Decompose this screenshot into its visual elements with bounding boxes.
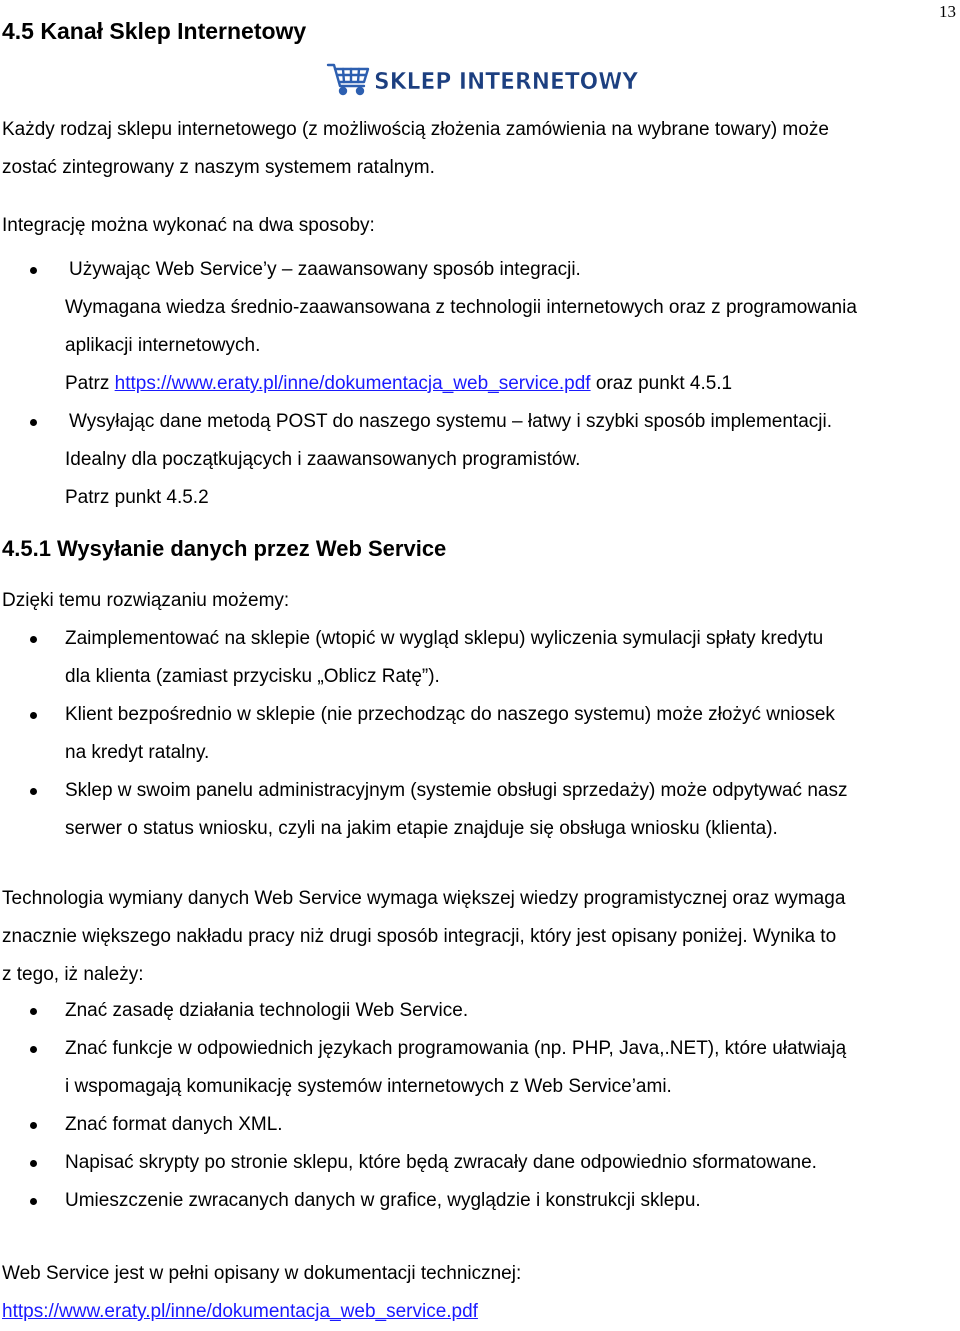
docs-paragraph bbox=[2, 1255, 521, 1331]
requirement-line: Znać funkcje w odpowiednich językach programowania (np. PHP, Java,.NET), które ułatwiają bbox=[65, 1038, 847, 1059]
intro-paragraph bbox=[2, 111, 829, 187]
see-prefix: Patrz bbox=[65, 373, 115, 394]
benefit-line: Sklep w swoim panelu administracyjnym (systemie obsługi sprzedaży) może odpytywać nasz bbox=[65, 780, 848, 801]
bullet-icon bbox=[30, 419, 37, 426]
requirement-line: Znać format danych XML. bbox=[65, 1114, 283, 1135]
benefit-line: serwer o status wniosku, czyli na jakim etapie znajduje się obsługa wniosku (klienta). bbox=[65, 818, 778, 839]
intro-line: Każdy rodzaj sklepu internetowego (z możliwością złożenia zamówienia na wybrane towary) może bbox=[2, 119, 829, 140]
method2-line: Wysyłając dane metodą POST do naszego systemu – łatwy i szybki sposób implementacji. bbox=[69, 411, 832, 432]
technology-line: z tego, iż należy: bbox=[2, 964, 144, 985]
requirement-line: i wspomagają komunikację systemów internetowych z Web Service’ami. bbox=[65, 1076, 672, 1097]
shopping-cart-icon bbox=[328, 65, 368, 94]
bullet-icon bbox=[30, 712, 37, 719]
docs-line: Web Service jest w pełni opisany w dokumentacji technicznej: bbox=[2, 1263, 522, 1284]
bullet-icon bbox=[30, 267, 37, 274]
bullet-icon bbox=[30, 636, 37, 643]
method2-line: Patrz punkt 4.5.2 bbox=[65, 487, 209, 508]
subsection-title: 4.5.1 Wysyłanie danych przez Web Service bbox=[2, 536, 447, 561]
benefit-line: na kredyt ratalny. bbox=[65, 742, 210, 763]
benefit-line: dla klienta (zamiast przycisku „Oblicz Ratę”). bbox=[65, 666, 440, 687]
method2-line: Idealny dla początkujących i zaawansowanych programistów. bbox=[65, 449, 581, 470]
benefit-line: Klient bezpośrednio w sklepie (nie przechodząc do naszego systemu) może złożyć wniosek bbox=[65, 704, 835, 725]
benefits-intro: Dzięki temu rozwiązaniu możemy: bbox=[2, 590, 290, 611]
page-number: 13 bbox=[939, 2, 956, 21]
requirement-line: Znać zasadę działania technologii Web Service. bbox=[65, 1000, 469, 1021]
shop-logo bbox=[326, 56, 642, 98]
method1-line: Używając Web Service’y – zaawansowany sposób integracji. bbox=[69, 259, 581, 280]
web-service-doc-link[interactable]: https://www.eraty.pl/inne/dokumentacja_web_service.pdf bbox=[114, 373, 591, 394]
technology-line: znacznie większego nakładu pracy niż drugi sposób integracji, który jest opisany poniżej. Wynika to bbox=[2, 926, 837, 947]
intro-line: zostać zintegrowany z naszym systemem ratalnym. bbox=[2, 157, 435, 178]
technology-paragraph bbox=[2, 880, 845, 994]
web-service-doc-link[interactable]: https://www.eraty.pl/inne/dokumentacja_web_service.pdf bbox=[2, 1301, 478, 1322]
requirement-line: Umieszczenie zwracanych danych w grafice, wyglądzie i konstrukcji sklepu. bbox=[65, 1190, 701, 1211]
technology-line: Technologia wymiany danych Web Service wymaga większej wiedzy programistycznej oraz wymaga bbox=[2, 888, 846, 909]
see-suffix: oraz punkt 4.5.1 bbox=[590, 373, 733, 394]
bullet-icon bbox=[30, 1198, 37, 1205]
method1-see-also bbox=[65, 365, 732, 403]
bullet-icon bbox=[30, 1046, 37, 1053]
bullet-icon bbox=[30, 1122, 37, 1129]
method1-line: Wymagana wiedza średnio-zaawansowana z technologii internetowych oraz z programowania bbox=[65, 297, 857, 318]
methods-intro: Integrację można wykonać na dwa sposoby: bbox=[2, 215, 375, 236]
bullet-icon bbox=[30, 788, 37, 795]
logo-wordmark: SKLEP INTERNETOWY bbox=[374, 69, 639, 95]
bullet-icon bbox=[30, 1008, 37, 1015]
section-title: 4.5 Kanał Sklep Internetowy bbox=[2, 18, 307, 44]
requirement-line: Napisać skrypty po stronie sklepu, które będą zwracały dane odpowiednio sformatowane. bbox=[65, 1152, 817, 1173]
method1-line: aplikacji internetowych. bbox=[65, 335, 261, 356]
benefit-line: Zaimplementować na sklepie (wtopić w wygląd sklepu) wyliczenia symulacji spłaty kredytu bbox=[65, 628, 824, 649]
bullet-icon bbox=[30, 1160, 37, 1167]
